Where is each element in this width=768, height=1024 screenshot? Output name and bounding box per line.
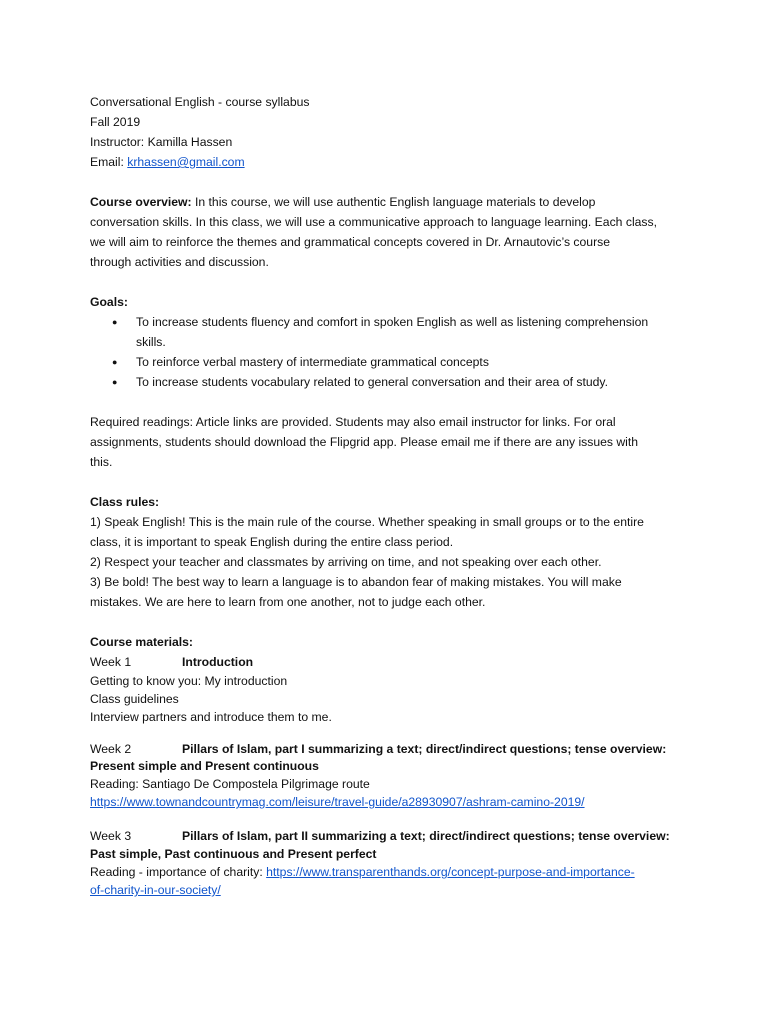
rules-line-5: mistakes. We are here to learn from one another, not to judge each other. (90, 595, 486, 609)
course-title: Conversational English - course syllabus (90, 95, 310, 109)
overview-label: Course overview: (90, 195, 192, 209)
week1-line-1: Getting to know you: My introduction (90, 674, 288, 688)
week2-topic: Pillars of Islam, part I summarizing a text; direct/indirect questions; tense overview: (182, 742, 667, 756)
week3-reading-line (90, 864, 635, 880)
week3-label: Week 3 (90, 829, 132, 843)
week2-link-line (90, 794, 585, 810)
week3-link[interactable]: https://www.transparenthands.org/concept-purpose-and-importance- (266, 865, 635, 879)
readings-line-1: Required readings: Article links are provided. Students may also email instructor for links. For oral (90, 415, 616, 429)
week2-topic-2: Present simple and Present continuous (90, 759, 319, 773)
overview-line-1 (90, 194, 595, 210)
list-item (90, 354, 680, 370)
bullet-icon: ● (112, 377, 118, 387)
instructor-line: Instructor: Kamilla Hassen (90, 135, 233, 149)
rules-line-2: class, it is important to speak English during the entire class period. (90, 535, 454, 549)
list-item (90, 374, 680, 390)
week3-reading: Reading - importance of charity: (90, 865, 267, 879)
goal-text-cont: skills. (136, 335, 166, 349)
week3-link-cont[interactable]: of-charity-in-our-society/ (90, 883, 221, 897)
week1-label: Week 1 (90, 655, 132, 669)
week1-line-2: Class guidelines (90, 692, 179, 706)
rules-line-3: 2) Respect your teacher and classmates by arriving on time, and not speaking over each other. (90, 555, 602, 569)
week3-topic: Pillars of Islam, part II summarizing a text; direct/indirect questions; tense overview: (182, 829, 670, 843)
week3-topic-2: Past simple, Past continuous and Present perfect (90, 847, 377, 861)
materials-heading: Course materials: (90, 635, 193, 649)
overview-line-3: we will aim to reinforce the themes and grammatical concepts covered in Dr. Arnautovic’s course (90, 235, 611, 249)
readings-line-3: this. (90, 455, 113, 469)
week1-topic: Introduction (182, 655, 254, 669)
overview-line-2: conversation skills. In this class, we will use a communicative approach to language learning. Each class, (90, 215, 657, 229)
week2-link[interactable]: https://www.townandcountrymag.com/leisure/travel-guide/a28930907/ashram-camino-2019/ (90, 795, 585, 809)
goal-text: To reinforce verbal mastery of intermediate grammatical concepts (136, 355, 489, 369)
week2-label: Week 2 (90, 742, 132, 756)
week3-link-line-2 (90, 882, 221, 898)
list-item (90, 314, 680, 330)
week2-header (90, 741, 666, 757)
goal-text: To increase students vocabulary related to general conversation and their area of study. (136, 375, 608, 389)
week2-reading: Reading: Santiago De Compostela Pilgrimage route (90, 777, 370, 791)
goals-heading: Goals: (90, 295, 128, 309)
email-line (90, 154, 245, 170)
week1-header (90, 654, 253, 670)
email-link[interactable]: krhassen@gmail.com (127, 155, 245, 169)
goal-text: To increase students fluency and comfort in spoken English as well as listening comprehension (136, 315, 649, 329)
rules-line-4: 3) Be bold! The best way to learn a language is to abandon fear of making mistakes. You will make (90, 575, 622, 589)
rules-heading: Class rules: (90, 495, 160, 509)
bullet-icon: ● (112, 357, 118, 367)
list-item-continuation (90, 334, 680, 350)
overview-text: In this course, we will use authentic English language materials to develop (191, 195, 596, 209)
syllabus-body (90, 0, 680, 1024)
week1-line-3: Interview partners and introduce them to me. (90, 710, 332, 724)
bullet-icon: ● (112, 317, 118, 327)
readings-line-2: assignments, students should download the Flipgrid app. Please email me if there are any issues with (90, 435, 639, 449)
email-label: Email: (90, 155, 128, 169)
course-term: Fall 2019 (90, 115, 141, 129)
week3-header (90, 828, 670, 844)
rules-line-1: 1) Speak English! This is the main rule of the course. Whether speaking in small groups or to the entire (90, 515, 644, 529)
overview-line-4: through activities and discussion. (90, 255, 269, 269)
